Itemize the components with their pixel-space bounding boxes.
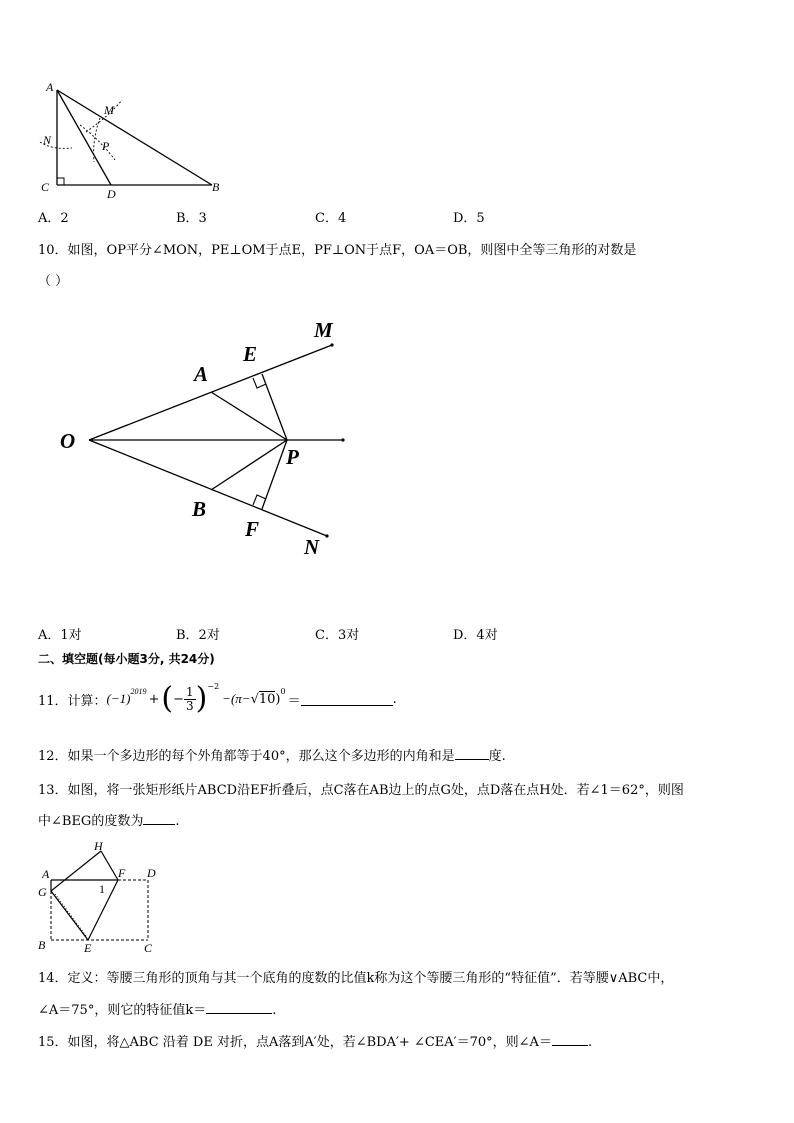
label-B: B bbox=[192, 497, 207, 521]
q11-sqrt-sign: √ bbox=[250, 691, 259, 707]
label-G: G bbox=[38, 885, 47, 899]
q14-answer-blank[interactable] bbox=[206, 1001, 272, 1014]
label-C: C bbox=[41, 180, 50, 194]
q11-exp3: 0 bbox=[280, 686, 286, 696]
q10-option-a: A．1对 bbox=[38, 628, 82, 643]
section-title-fill-in: 二、填空题(每小题3分, 共24分) bbox=[38, 652, 215, 666]
q13-stem-line1: 13．如图，将一张矩形纸片ABCD沿EF折叠后，点C落在AB边上的点G处，点D落在点H处．若∠1＝62°，则图 bbox=[38, 783, 684, 798]
q9-option-c: C．4 bbox=[315, 211, 347, 226]
label-D: D bbox=[147, 866, 156, 880]
q9-option-a: A．2 bbox=[38, 211, 69, 226]
q11-numerator: 1 bbox=[186, 684, 194, 699]
q11-sqrt-arg: 10 bbox=[258, 692, 276, 707]
label-O: O bbox=[60, 429, 76, 453]
q10-option-b: B．2对 bbox=[176, 628, 220, 643]
q14-stem-line2: ∠A＝75°，则它的特征值k＝ bbox=[38, 1003, 207, 1018]
q11-lparen: ( bbox=[161, 681, 174, 716]
q11-exp1: 2019 bbox=[130, 686, 147, 696]
label-A: A bbox=[194, 362, 209, 386]
label-N: N bbox=[43, 133, 52, 147]
segment-GH bbox=[51, 851, 101, 891]
label-E: E bbox=[243, 342, 258, 366]
q14-stem-line2-wrap bbox=[38, 999, 276, 1018]
q15-answer-blank[interactable] bbox=[552, 1033, 588, 1046]
q14-end: . bbox=[272, 1003, 277, 1018]
label-A: A bbox=[42, 867, 50, 881]
q15-end: . bbox=[587, 1035, 593, 1050]
label-F: F bbox=[245, 517, 260, 541]
label-F: F bbox=[118, 866, 126, 880]
q11-close: ) bbox=[275, 691, 281, 707]
q10-option-d: D．4对 bbox=[453, 628, 498, 643]
label-P: P bbox=[102, 139, 110, 153]
label-H: H bbox=[94, 839, 103, 853]
label-A: A bbox=[46, 80, 54, 94]
q14-stem-line1: 14．定义：等腰三角形的顶角与其一个底角的度数的比值k称为这个等腰三角形的“特征值”．若等腰∨ABC中， bbox=[38, 971, 674, 986]
q9-option-d: D．5 bbox=[453, 211, 485, 226]
q11-plus: + bbox=[148, 691, 160, 707]
q11-prefix: 11．计算： bbox=[38, 693, 107, 709]
segment-HF bbox=[101, 851, 118, 880]
q11-denominator: 3 bbox=[186, 698, 194, 713]
label-E: E bbox=[84, 941, 92, 955]
label-M: M bbox=[104, 103, 114, 117]
q12-end: 度. bbox=[488, 749, 506, 764]
q11-base1: (−1) bbox=[106, 691, 131, 706]
label-B: B bbox=[212, 180, 220, 194]
q13-stem-line2: 中∠BEG的度数为 bbox=[38, 814, 144, 829]
label-M: M bbox=[314, 318, 333, 342]
q15-text: 15．如图，将△ABC 沿着 DE 对折，点A落到A′处，若∠BDA′+ ∠CEA′＝70°，则∠A＝ bbox=[38, 1035, 552, 1050]
q10-stem-line2: （ ） bbox=[38, 274, 69, 289]
q11-neg: − bbox=[173, 691, 185, 707]
q11-rparen: ) bbox=[195, 681, 208, 716]
q11-minus-pi: −(π− bbox=[222, 691, 251, 706]
label-1: 1 bbox=[99, 882, 105, 896]
label-C: C bbox=[144, 941, 153, 955]
label-B: B bbox=[38, 938, 46, 952]
q9-option-b: B．3 bbox=[176, 211, 207, 226]
q13-end: . bbox=[175, 814, 180, 829]
label-D: D bbox=[107, 187, 116, 201]
dotted-G-to-E bbox=[55, 894, 86, 936]
label-N: N bbox=[304, 535, 320, 559]
segment-GE bbox=[51, 891, 88, 940]
label-P: P bbox=[286, 445, 299, 469]
q11-eq: ＝ bbox=[287, 693, 301, 709]
q10-stem-line1: 10．如图，OP平分∠MON，PE⊥OM于点E，PF⊥ON于点F，OA＝OB，则图中全等三角形的对数是 bbox=[38, 243, 637, 258]
q11-end: . bbox=[392, 691, 397, 707]
q10-option-c: C．3对 bbox=[315, 628, 360, 643]
q12-text: 12．如果一个多边形的每个外角都等于40°，那么这个多边形的内角和是 bbox=[38, 749, 455, 764]
q15-line bbox=[38, 1031, 592, 1050]
q11-exp2: −2 bbox=[207, 681, 220, 691]
